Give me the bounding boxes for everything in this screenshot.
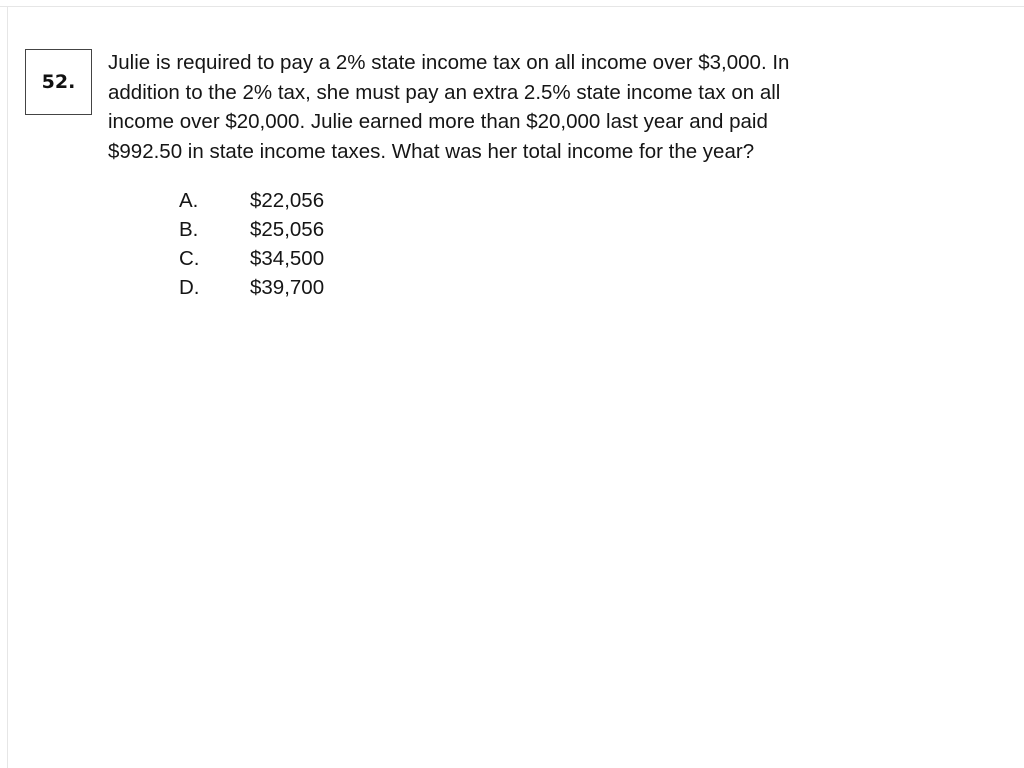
choice-d [179,273,324,302]
choice-value: $34,500 [250,247,325,270]
choice-letter: A. [179,189,199,212]
choice-value: $25,056 [250,218,325,241]
top-border-line [0,6,1024,7]
question-number: 52. [41,71,76,93]
choice-letter: D. [179,276,200,299]
choice-b [179,215,324,244]
choice-letter: C. [179,247,200,270]
answer-choices [179,186,324,302]
left-border-line [7,6,8,768]
question-number-box [25,49,92,115]
choice-letter: B. [179,218,199,241]
choice-a [179,186,324,215]
choice-value: $22,056 [250,189,325,212]
question-text: Julie is required to pay a 2% state income tax on all income over $3,000. In addition to the 2% tax, she must pay an extra 2.5% state income tax on all income over $20,000. Julie earned more than $20,000 last year and paid $992.50 in state income taxes. What was her total income for the year? [108,51,790,163]
choice-value: $39,700 [250,276,325,299]
choice-c [179,244,324,273]
